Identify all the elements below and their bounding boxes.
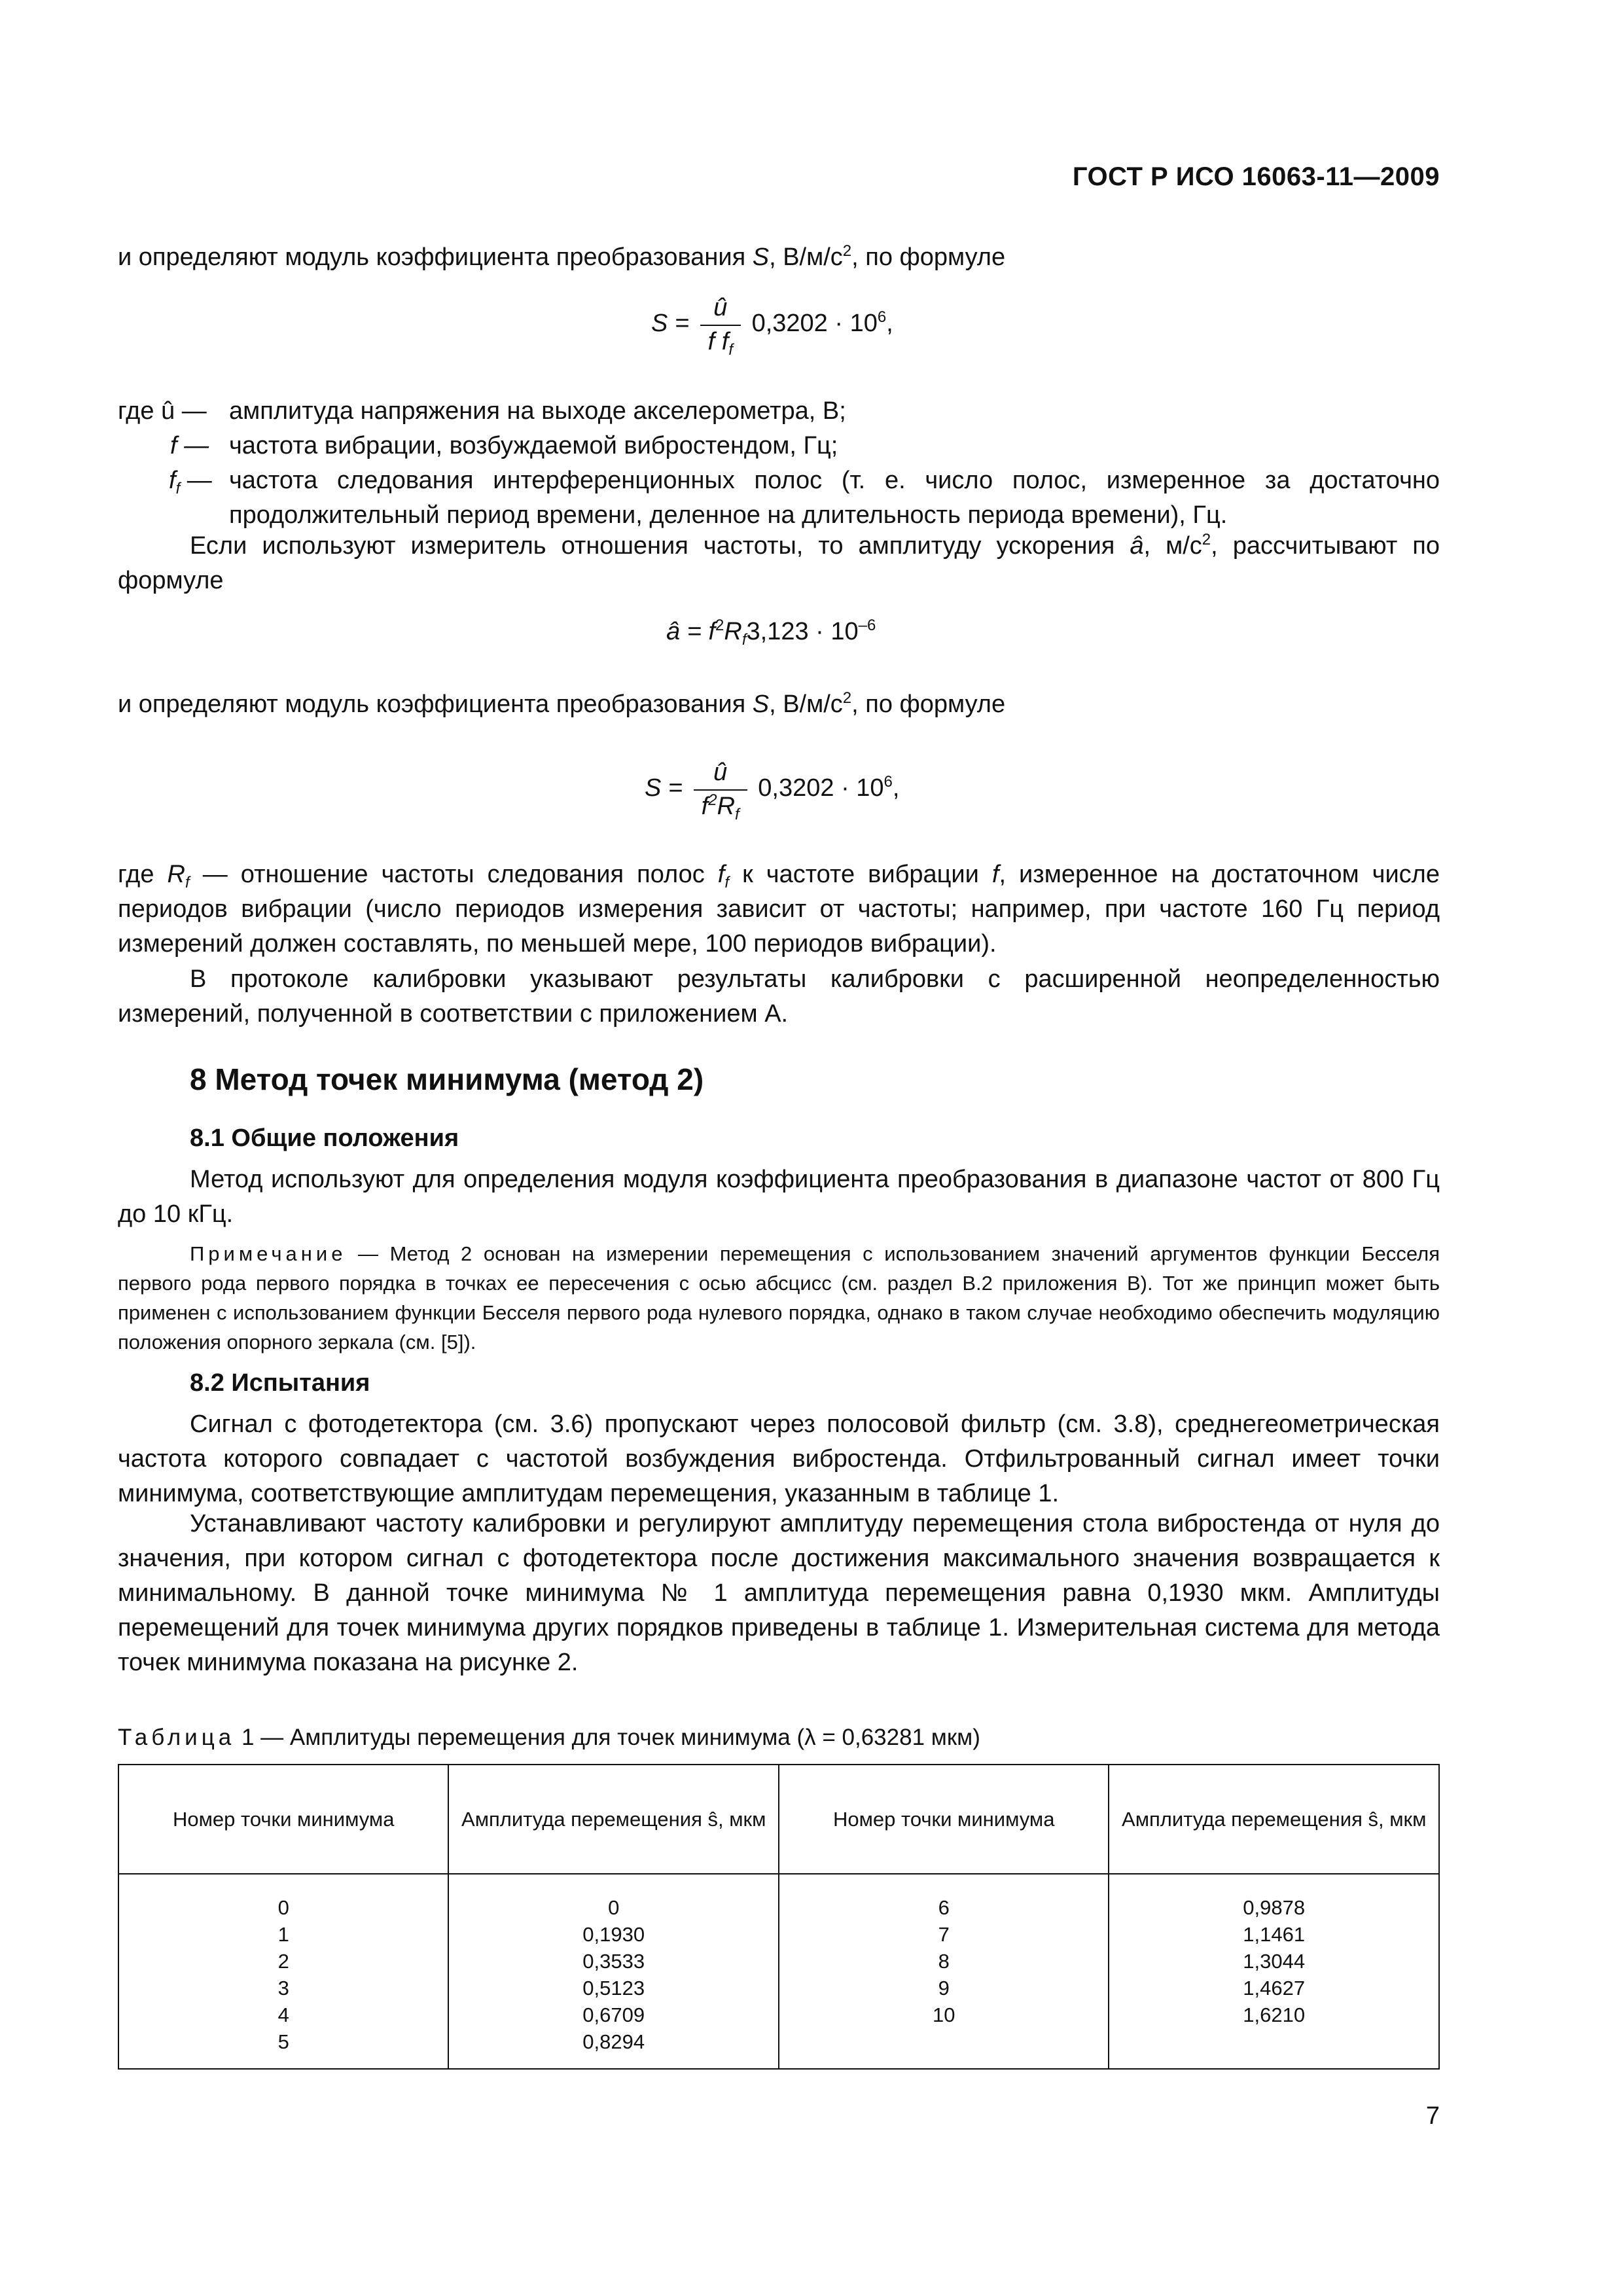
page-number: 7	[1425, 2102, 1440, 2130]
section-8-1-heading: 8.1 Общие положения	[190, 1124, 459, 1152]
col-min-point-number-1: 0 1 2 3 4 5	[118, 1874, 448, 2069]
note-method-2: Примечание — Метод 2 основан на измерении перемещения с использованием значений аргументов функции Бесселя первого рода первого порядка в точках ее пересечения с осью абсцисс (см. раздел В.2 приложения В). Тот же принцип может быть применен с использованием функции Бесселя первого рода нулевого порядка, однако в таком случае необходимо обеспечить модуляцию положения опорного зеркала (см. [5]).	[118, 1242, 1440, 1354]
formula-acceleration: â = $f^2R_f3,123 \cdot 10^{-6}$	[666, 617, 876, 649]
section-8-1-text: Метод используют для определения модуля коэффициента преобразования в диапазоне частот от 800 Гц до 10 кГц.	[118, 1166, 1440, 1228]
section-8-2-paragraph-2: Устанавливают частоту калибровки и регулируют амплитуду перемещения стола вибростенда от нуля до значения, при котором сигнал с фотодетектора после достижения максимального значения возвращается к минимальному. В данной точке минимума № 1 амплитуда перемещения равна 0,1930 мкм. Амплитуды перемещений для точек минимума других порядков приведены в таблице 1. Измерительная система для метода точек минимума показана на рисунке 2.	[118, 1510, 1440, 1676]
col-min-point-number-2: 6 7 8 9 10	[779, 1874, 1109, 2069]
header-min-point-number-2: Номер точки минимума	[779, 1765, 1109, 1874]
col-displacement-amplitude-2: 0,9878 1,1461 1,3044 1,4627 1,6210	[1109, 1874, 1439, 2069]
paragraph-calibration-protocol: В протоколе калибровки указывают результаты калибровки с расширенной неопределенностью измерений, полученной в соответствии с приложением А.	[118, 965, 1440, 1028]
section-8-2-heading: 8.2 Испытания	[190, 1369, 370, 1397]
formula-sensitivity-2: S = $\frac{û}{f^2R_f}$ $0,3202 \cdot 10^6$,	[645, 759, 900, 823]
section-8-2-paragraph-1: Сигнал с фотодетектора (см. 3.6) пропускают через полосовой фильтр (см. 3.8), среднегеометрическая частота которого совпадает с частотой возбуждения вибростенда. Отфильтрованный сигнал имеет точки минимума, соответствующие амплитудам перемещения, указанным в таблице 1.	[118, 1410, 1440, 1507]
paragraph-intro-formula-2: и определяют модуль коэффициента преобразования S, $В/м/с^2$, по формуле	[118, 689, 1006, 718]
formula-sensitivity-1: S = $\frac{û}{f f_f}$ $0,3202 \cdot 10^6$,	[651, 294, 893, 359]
table-1-minimum-points	[118, 1764, 1440, 2070]
table-header-row	[118, 1765, 1439, 1874]
table-row	[118, 1874, 1439, 2069]
fraction: $\frac{û}{f^2R_f}$	[694, 759, 747, 819]
fraction: $\frac{û}{f f_f}$	[700, 295, 741, 355]
col-displacement-amplitude-1: 0 0,1930 0,3533 0,5123 0,6709 0,8294	[448, 1874, 779, 2069]
header-min-point-number-1: Номер точки минимума	[118, 1765, 448, 1874]
document-page: ГОСТ Р ИСО 16063-11—2009 и определяют модуль коэффициента преобразования S, $В/м/с^2$, по формуле S = $\frac{û}{f f_f}$ $0,3202 \cdot 10^6$, где û — амплитуда напряжения на выходе акселерометра, В; f — частота вибрации, возбуждаемой вибростендом, Гц; $f_f$ — частота следования интерференционных полос (т. е. число полос, измеренное за достаточно продолжительный период времени, деленное на длительность периода времени), Гц. Если используют измеритель отношения частоты, то амплитуду ускорения â, $м/с^2$, рассчитывают по формуле â = $f^2R_f3,123 \cdot 10^{-6}$ и определяют модуль коэффициента преобразования S, $В/м/с^2$, по формуле S = $\frac{û}{f^2R_f}$ $0,3202 \cdot 10^6$, где $R_f$ — отношение частоты следования полос $f_f$ к частоте вибрации f, измеренное на достаточном числе периодов вибрации (число периодов измерения зависит от частоты; например, при частоте 160 Гц период измерений должен составлять, по меньшей мере, 100 периодов вибрации). В протоколе калибровки указывают результаты калибровки с расширенной неопределенностью измерений, полученной в соответствии с приложением А. 8 Метод точек минимума (метод 2) 8.1 Общие положения Метод используют для определения модуля коэффициента преобразования в диапазоне частот от 800 Гц до 10 кГц. Примечание — Метод 2 основан на измерении перемещения с использованием значений аргументов функции Бесселя первого рода первого порядка в точках ее пересечения с осью абсцисс (см. раздел В.2 приложения В). Тот же принцип может быть применен с использованием функции Бесселя первого рода нулевого порядка, однако в таком случае необходимо обеспечить модуляцию положения опорного зеркала (см. [5]). 8.2 Испытания Сигнал с фотодетектора (см. 3.6) пропускают через полосовой фильтр (см. 3.8), среднегеометрическая частота которого совпадает с частотой возбуждения вибростенда. Отфильтрованный сигнал имеет точки минимума, соответствующие амплитудам перемещения, указанным в таблице 1. Устанавливают частоту калибровки и регулируют амплитуду перемещения стола вибростенда от нуля до значения, при котором сигнал с фотодетектора после достижения максимального значения возвращается к минимальному. В данной точке минимума № 1 амплитуда перемещения равна 0,1930 мкм. Амплитуды перемещений для точек минимума других порядков приведены в таблице 1. Измерительная система для метода точек минимума показана на рисунке 2. Таблица 1 — Амплитуды перемещения для точек минимума (λ = 0,63281 мкм) Номер точки минимума Амплитуда перемещения ŝ, мкм Номер точки минимума Амплитуда перемещения ŝ, мкм 0 1 2 3 4 5 0 0,1930 0,3533 0,5123 0,6709 0,8294 6 7 8 9 10 0,9878 1,1461 1,3044 1,4627 1,6210 7	[118, 162, 1440, 2130]
header-displacement-amplitude-2: Амплитуда перемещения ŝ, мкм	[1109, 1765, 1439, 1874]
section-8-heading: 8 Метод точек минимума (метод 2)	[190, 1062, 704, 1096]
table-1-caption: Таблица 1 — Амплитуды перемещения для точек минимума (λ = 0,63281 мкм)	[118, 1725, 980, 1750]
header-displacement-amplitude-1: Амплитуда перемещения ŝ, мкм	[448, 1765, 779, 1874]
paragraph-rf-definition: где $R_f$ — отношение частоты следования полос $f_f$ к частоте вибрации f, измеренное на достаточном числе периодов вибрации (число периодов измерения зависит от частоты; например, при частоте 160 Гц период измерений должен составлять, по меньшей мере, 100 периодов вибрации).	[118, 861, 1440, 958]
paragraph-frequency-ratio: Если используют измеритель отношения частоты, то амплитуду ускорения â, $м/с^2$, рассчитывают по формуле	[118, 531, 1440, 594]
paragraph-intro-formula-1: и определяют модуль коэффициента преобразования S, $В/м/с^2$, по формуле	[118, 242, 1006, 271]
document-code-header: ГОСТ Р ИСО 16063-11—2009	[1072, 162, 1440, 191]
